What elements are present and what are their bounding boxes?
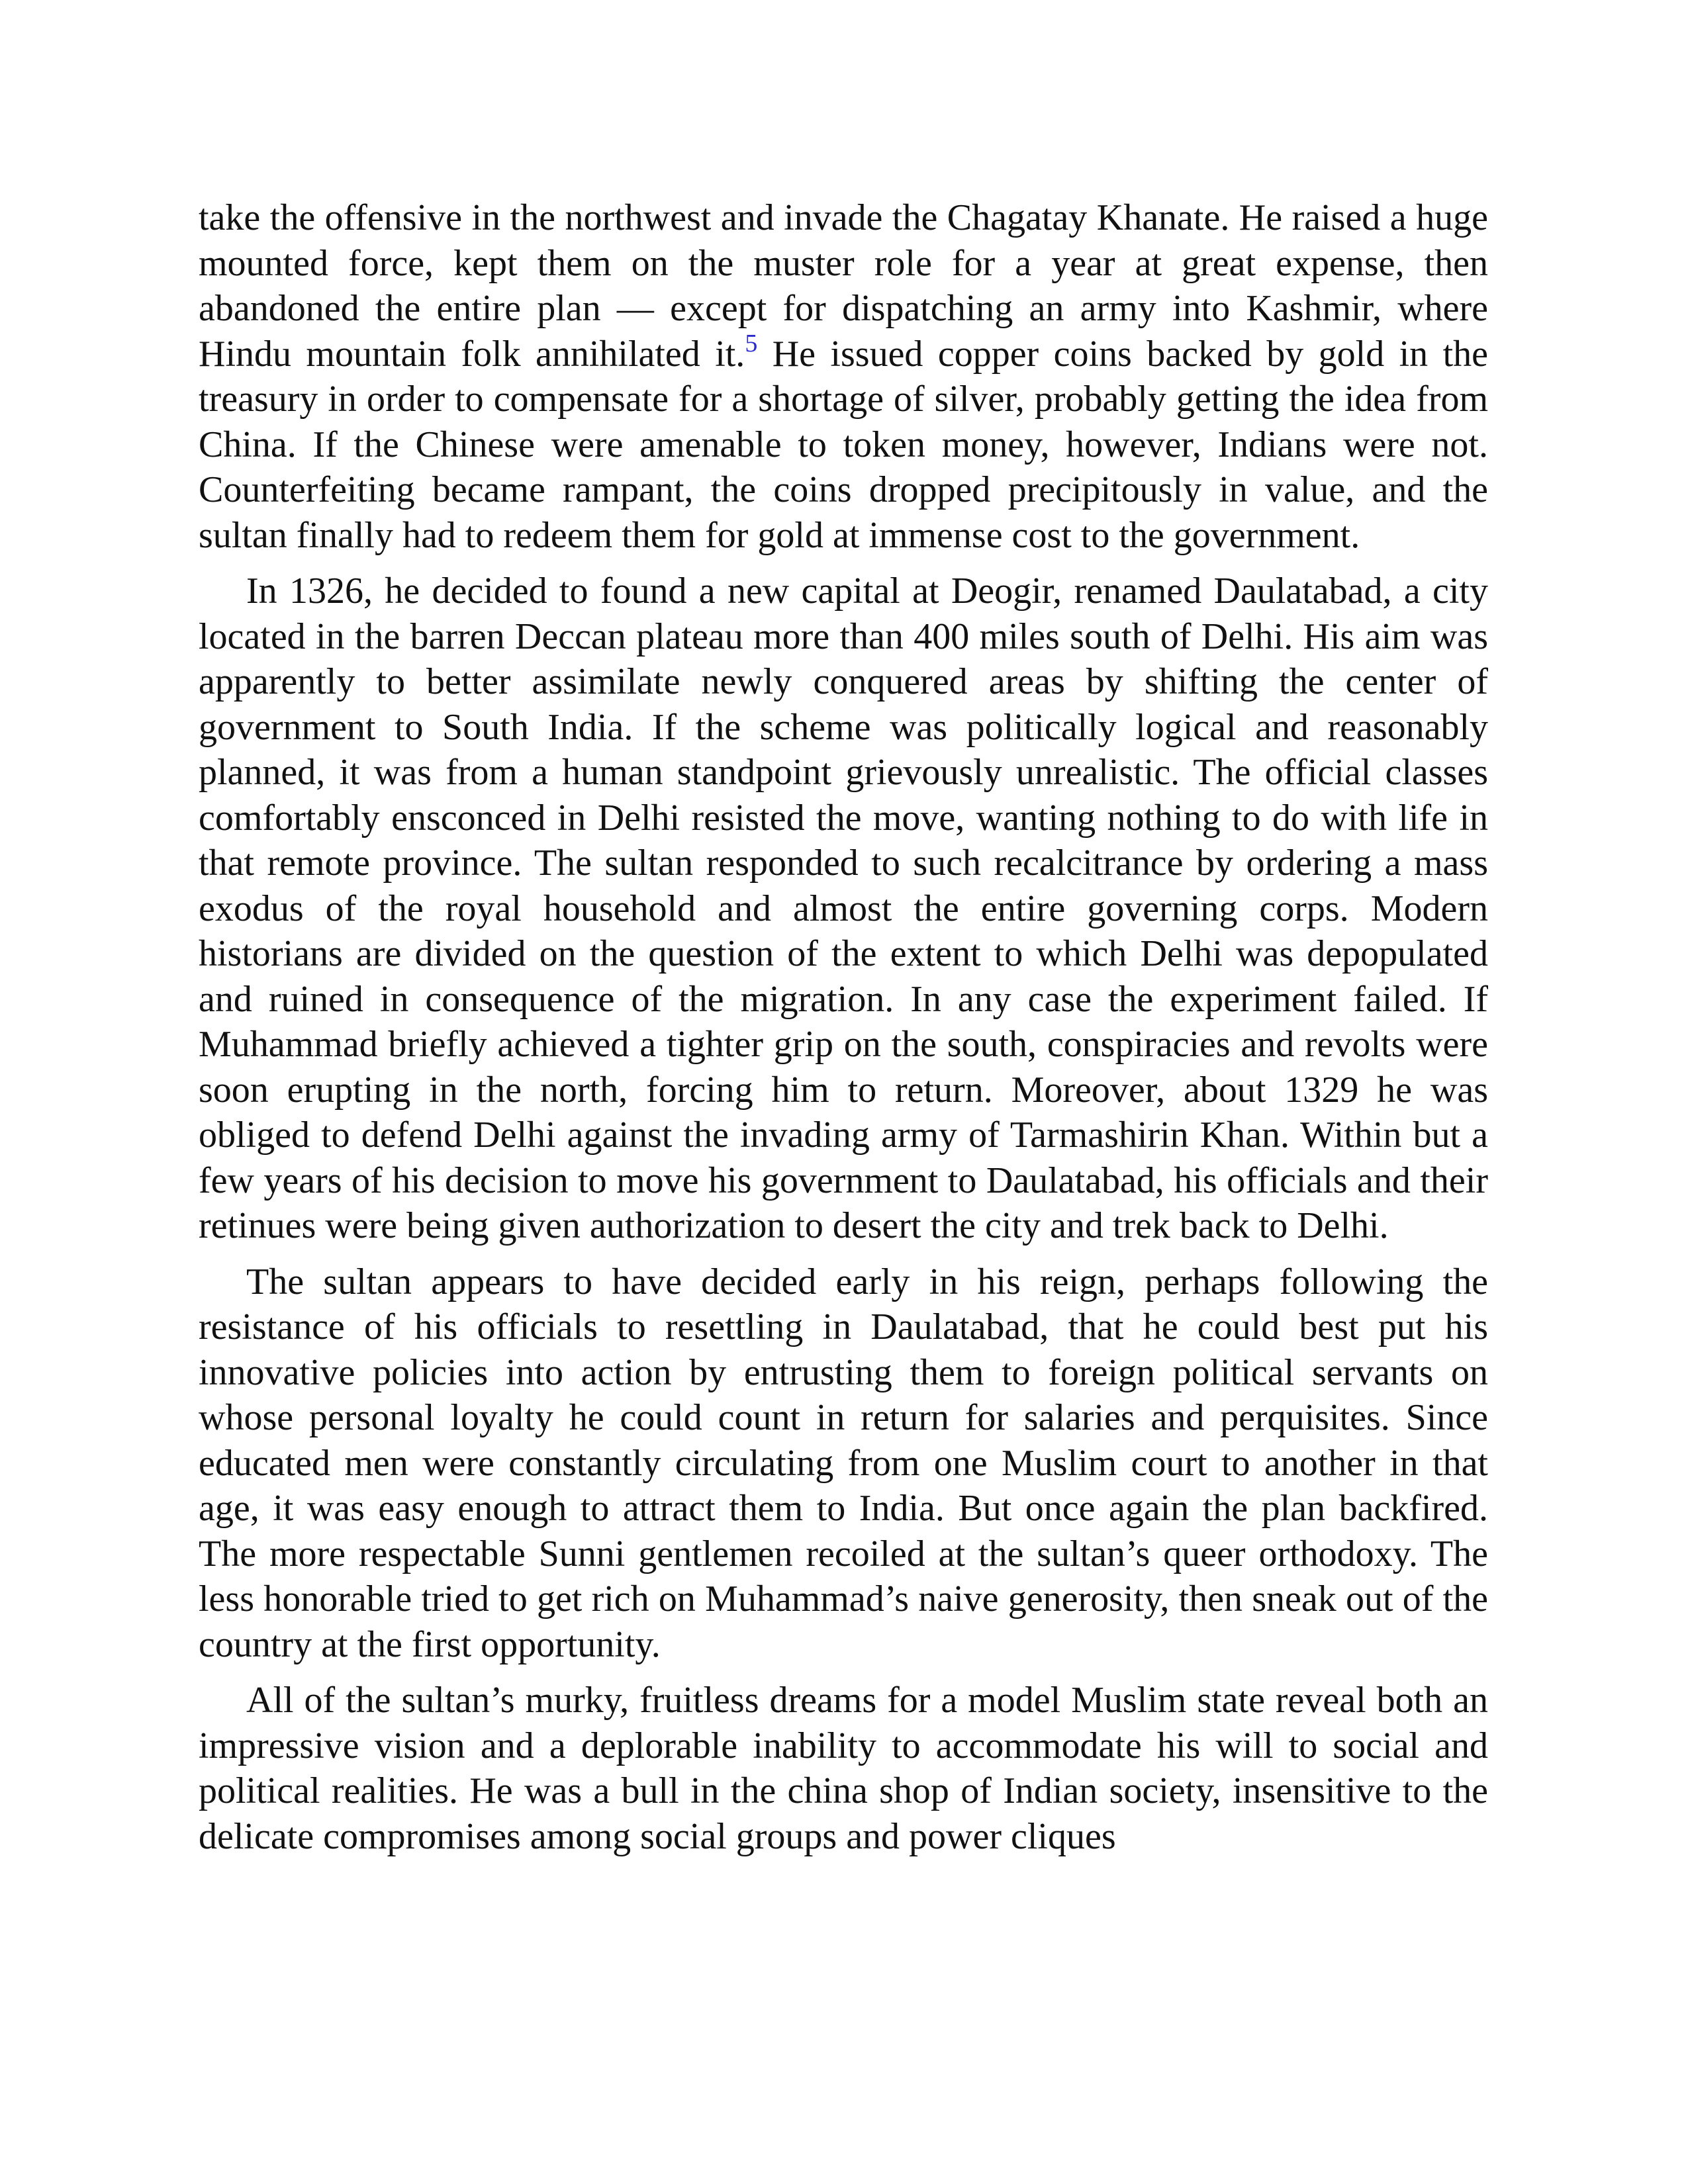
- paragraph-text: He issued copper coins backed by gold in the treasury in order to compensate for a shortage of silver, probably getting the idea from China. If the Chinese were amenable to token money, however, Indians were not. Counterfeiting became rampant, the coins dropped precipitously in value, and the sultan finally had to redeem them for gold at immense cost to the government.: [199, 333, 1488, 556]
- paragraph: All of the sultan’s murky, fruitless dreams for a model Muslim state reveal both an impressive vision and a deplorable inability to accommodate his will to social and political realities. He was a bull in the china shop of Indian society, insensitive to the delicate compromises among social groups and power cliques: [199, 1680, 1488, 1857]
- paragraph-text: take the offensive in the northwest and invade the Chagatay Khanate. He raised a huge mounted force, kept them on the muster role for a year at great expense, then abandoned the entire plan — except for dispatching an army into Kashmir, where Hindu mountain folk annihilated it.: [199, 197, 1488, 375]
- paragraph: The sultan appears to have decided early in his reign, perhaps following the resistance of his officials to resettling in Daulatabad, that he could best put his innovative policies into action by entrusting them to foreign political servants on whose personal loyalty he could count in return for salaries and perquisites. Since educated men were constantly circulating from one Muslim court to another in that age, it was easy enough to attract them to India. But once again the plan backfired. The more respectable Sunni gentlemen recoiled at the sultan’s queer orthodoxy. The less honorable tried to get rich on Muhammad’s naive generosity, then sneak out of the country at the first opportunity.: [199, 1261, 1488, 1665]
- footnote-link[interactable]: 5: [745, 329, 758, 357]
- page-body: [199, 195, 1488, 1859]
- paragraph: In 1326, he decided to found a new capital at Deogir, renamed Daulatabad, a city located in the barren Deccan plateau more than 400 miles south of Delhi. His aim was apparently to better assimilate newly conquered areas by shifting the center of government to South India. If the scheme was politically logical and reasonably planned, it was from a human standpoint grievously unrealistic. The official classes comfortably ensconced in Delhi resisted the move, wanting nothing to do with life in that remote province. The sultan responded to such recalcitrance by ordering a mass exodus of the royal household and almost the entire governing corps. Modern historians are divided on the question of the extent to which Delhi was depopulated and ruined in consequence of the migration. In any case the experiment failed. If Muhammad briefly achieved a tighter grip on the south, conspiracies and revolts were soon erupting in the north, forcing him to return. Moreover, about 1329 he was obliged to defend Delhi against the invading army of Tarmashirin Khan. Within but a few years of his decision to move his government to Daulatabad, his officials and their retinues were being given authorization to desert the city and trek back to Delhi.: [199, 570, 1488, 1246]
- paragraph-continued: [199, 195, 1488, 558]
